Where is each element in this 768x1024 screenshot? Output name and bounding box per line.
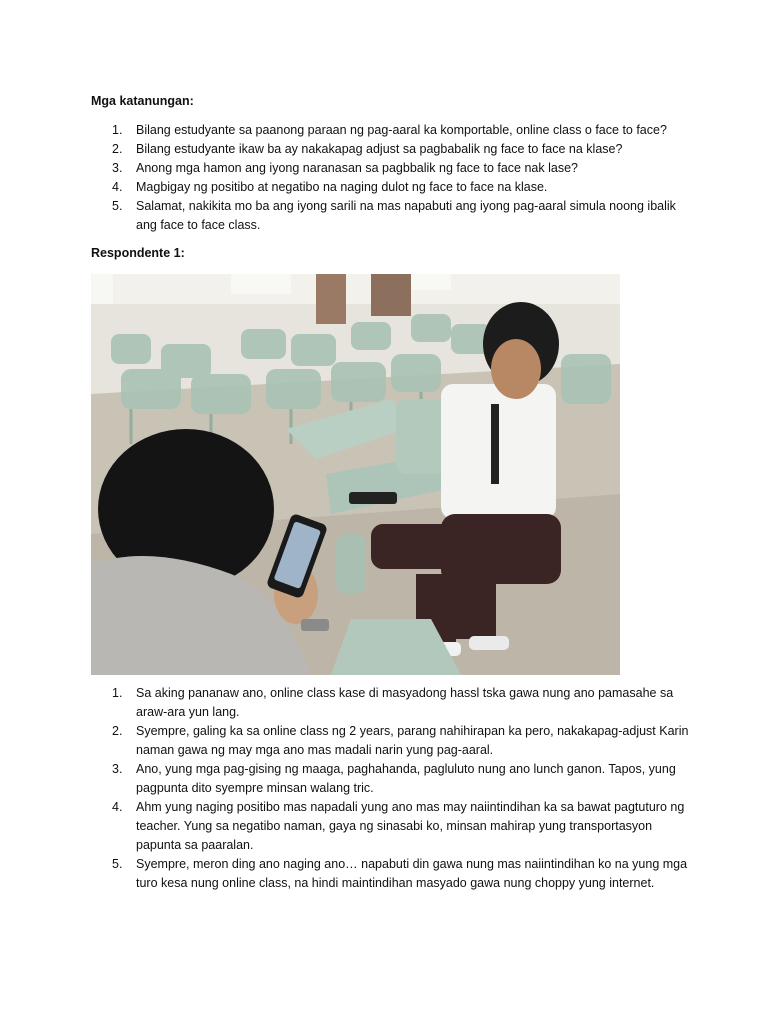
answer-number: 2. <box>112 724 123 738</box>
answer-text: Syempre, galing ka sa online class ng 2 years, parang nahihirapan ka pero, nakakapag-adjust Karin naman gawa ng may mga ano mas madali narin yung pag-aaral. <box>136 724 689 757</box>
answer-number: 1. <box>112 686 123 700</box>
question-text: Magbigay ng positibo at negatibo na naging dulot ng face to face na klase. <box>136 180 548 194</box>
question-number: 3. <box>112 161 123 175</box>
respondent-heading: Respondente 1: <box>91 246 185 260</box>
question-item <box>91 121 691 140</box>
question-text: Bilang estudyante ikaw ba ay nakakapag adjust sa pagbabalik ng face to face na klase? <box>136 142 623 156</box>
answer-number: 5. <box>112 857 123 871</box>
questions-heading: Mga katanungan: <box>91 94 194 108</box>
question-text: Salamat, nakikita mo ba ang iyong sarili na mas napabuti ang iyong pag-aaral simula noong ibalik ang face to face class. <box>136 199 676 232</box>
answer-number: 4. <box>112 800 123 814</box>
answer-number: 3. <box>112 762 123 776</box>
answer-item <box>91 798 691 855</box>
question-item <box>91 159 691 178</box>
question-number: 5. <box>112 199 123 213</box>
answer-item <box>91 722 691 760</box>
question-item <box>91 197 691 235</box>
answer-item <box>91 760 691 798</box>
answers-list <box>91 684 691 893</box>
question-item <box>91 140 691 159</box>
classroom-interview-photo <box>91 274 620 675</box>
question-number: 2. <box>112 142 123 156</box>
question-number: 1. <box>112 123 123 137</box>
answer-text: Syempre, meron ding ano naging ano… napabuti din gawa nung mas naiintindihan ko na yung mga turo kesa nung online class, na hindi maintindihan masyado gawa nung choppy yung internet. <box>136 857 688 890</box>
question-item <box>91 178 691 197</box>
answer-item <box>91 684 691 722</box>
question-text: Bilang estudyante sa paanong paraan ng pag-aaral ka komportable, online class o face to face? <box>136 123 667 137</box>
answer-item <box>91 855 691 893</box>
question-number: 4. <box>112 180 123 194</box>
question-text: Anong mga hamon ang iyong naranasan sa pagbbalik ng face to face nak lase? <box>136 161 578 175</box>
answer-text: Ano, yung mga pag-gising ng maaga, paghahanda, pagluluto nung ano lunch ganon. Tapos, yung pagpunta dito syempre minsan walang tric. <box>136 762 676 795</box>
answer-text: Sa aking pananaw ano, online class kase di masyadong hassl tska gawa nung ano pamasahe sa araw-ara yun lang. <box>136 686 674 719</box>
questions-list <box>91 121 691 235</box>
answer-text: Ahm yung naging positibo mas napadali yung ano mas may naiintindihan ka sa bawat pagtuturo ng teacher. Yung sa negatibo naman, gaya ng sinasabi ko, minsan mahirap yung transportasyon papunta sa paaralan. <box>136 800 685 852</box>
